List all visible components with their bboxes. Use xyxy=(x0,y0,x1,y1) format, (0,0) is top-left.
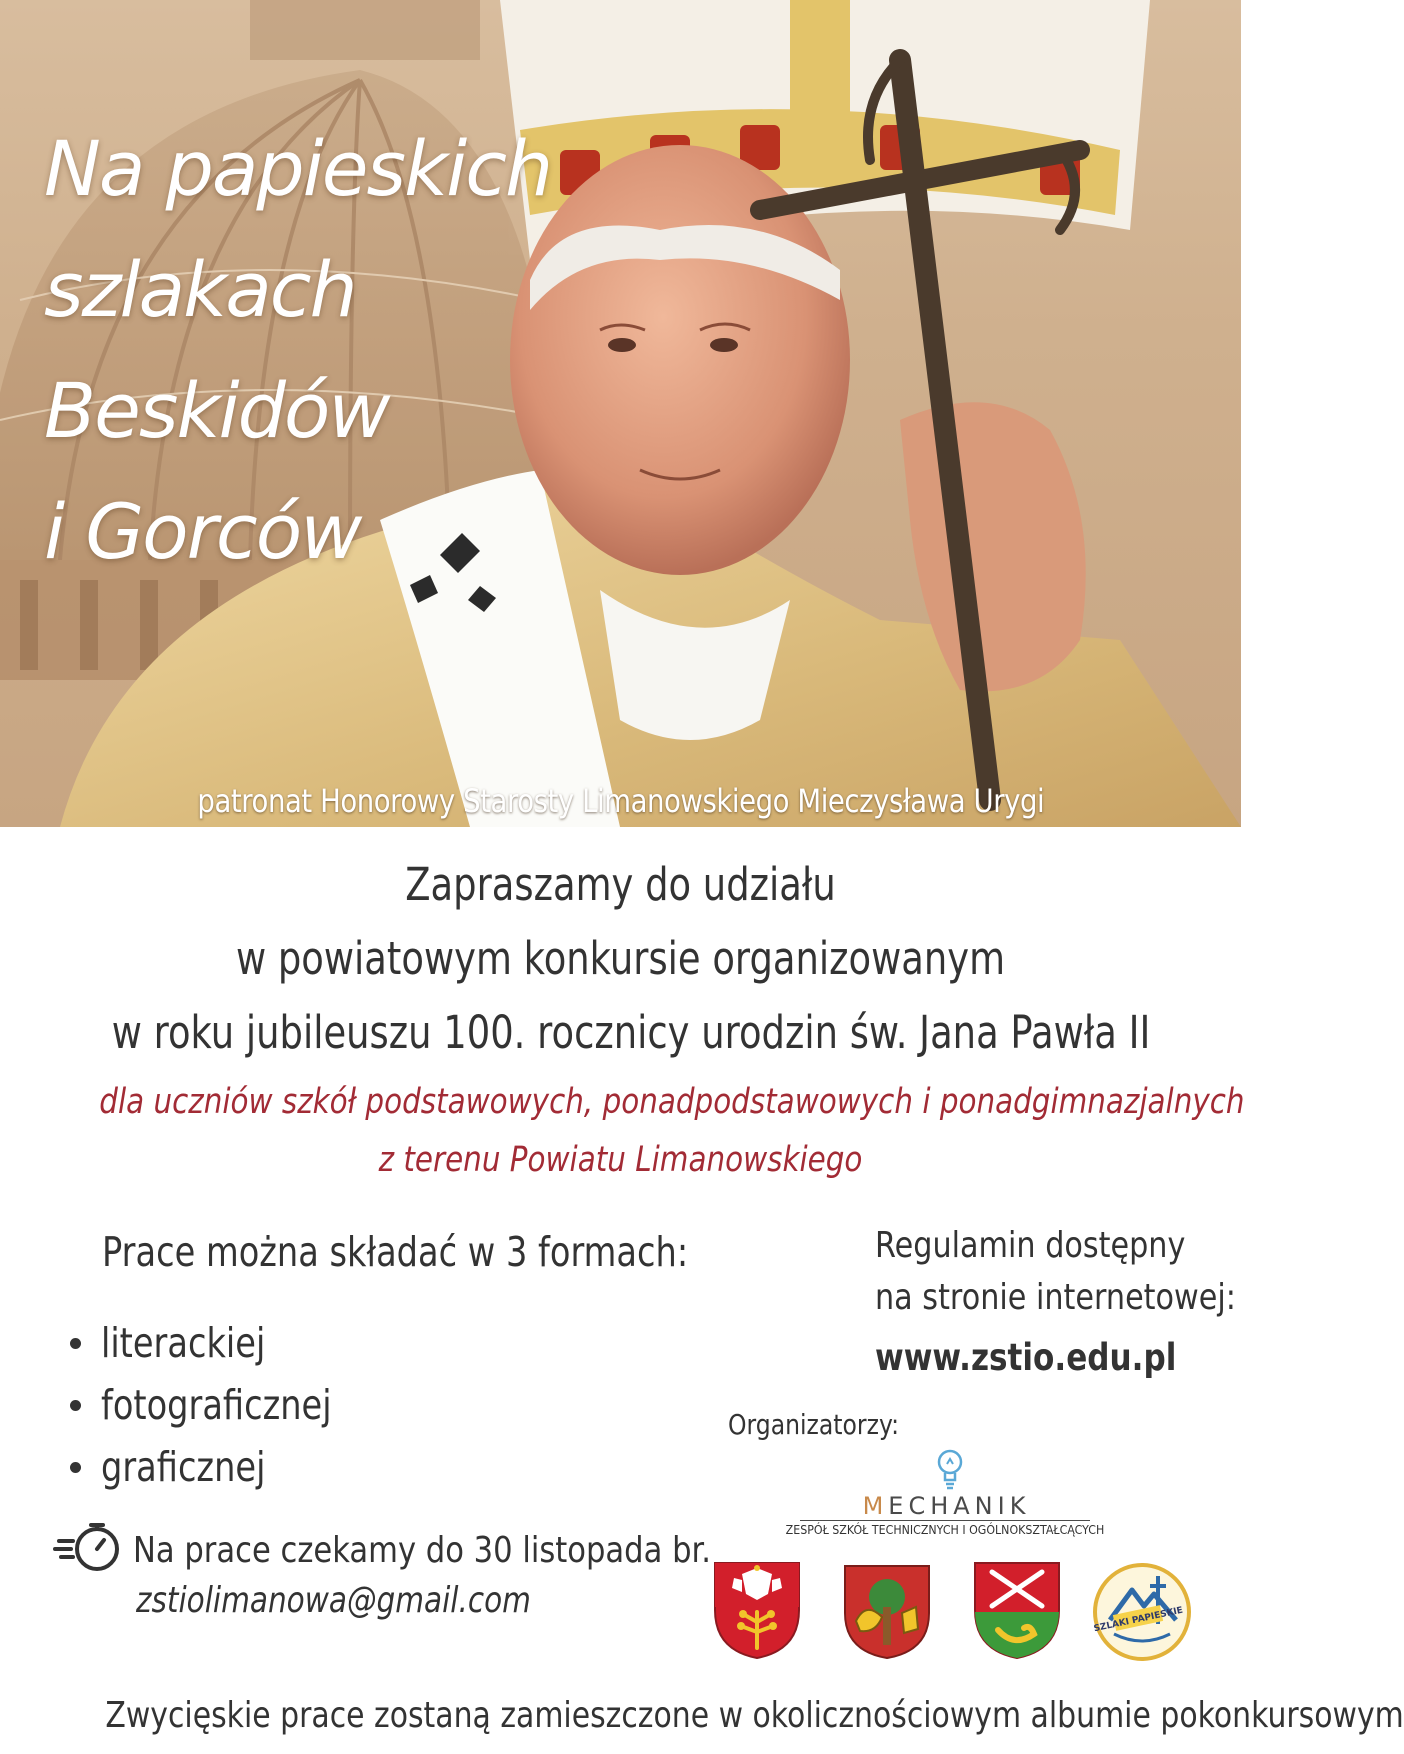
title-line: Na papieskich xyxy=(44,124,552,213)
title-line: szlakach xyxy=(44,245,356,334)
bullet-icon xyxy=(70,1338,81,1349)
contact-email[interactable]: zstiolimanowa@gmail.com xyxy=(136,1580,531,1621)
audience-block xyxy=(0,1073,1245,1189)
forms-list xyxy=(70,1312,382,1498)
footer-note: Zwycięskie prace zostaną zamieszczone w okolicznościowym albumie pokonkursowym xyxy=(105,1695,1404,1736)
school-subtitle: ZESPÓŁ SZKÓŁ TECHNICZNYCH I OGÓLNOKSZTAŁCĄCYCH xyxy=(785,1523,1105,1537)
invitation-line: Zapraszamy do udziału xyxy=(405,858,836,911)
regulations-line: na stronie internetowej: xyxy=(875,1277,1236,1318)
gmina-crest-icon xyxy=(972,1560,1062,1660)
poster-title xyxy=(44,108,551,592)
forms-title: Prace można składać w 3 formach: xyxy=(102,1228,689,1276)
regulations-block xyxy=(875,1220,1305,1384)
audience-line: z terenu Powiatu Limanowskiego xyxy=(378,1140,863,1180)
website-link[interactable]: www.zstio.edu.pl xyxy=(875,1336,1177,1379)
regulations-line: Regulamin dostępny xyxy=(875,1225,1186,1266)
list-item: fotograficznej xyxy=(70,1374,382,1436)
patronage-line: patronat Honorowy Starosty Limanowskiego Mieczysława Urygi xyxy=(197,782,1045,820)
limanowa-city-crest-icon xyxy=(842,1563,932,1661)
bullet-icon xyxy=(70,1462,81,1473)
logo-divider xyxy=(800,1520,1090,1521)
invitation-line: w powiatowym konkursie organizowanym xyxy=(235,932,1006,985)
title-line: Beskidów xyxy=(44,366,389,455)
title-line: i Gorców xyxy=(44,487,361,576)
deadline-text: Na prace czekamy do 30 listopada br. xyxy=(133,1530,711,1571)
invitation-block xyxy=(0,848,1241,1070)
audience-line: dla uczniów szkół podstawowych, ponadpodstawowych i ponadgimnazjalnych xyxy=(99,1082,1245,1122)
lightbulb-icon xyxy=(936,1448,964,1490)
list-item: literackiej xyxy=(70,1312,382,1374)
stopwatch-icon xyxy=(55,1515,125,1575)
organizers-label: Organizatorzy: xyxy=(728,1408,900,1441)
list-item: graficznej xyxy=(70,1436,382,1498)
bullet-icon xyxy=(70,1400,81,1411)
school-logo: MECHANIK xyxy=(862,1492,1031,1520)
fundacja-logo-text: SZLAKI PAPIESKIE xyxy=(1092,1605,1184,1635)
invitation-line: w roku jubileuszu 100. rocznicy urodzin św. Jana Pawła II xyxy=(111,1006,1151,1059)
hero-photo xyxy=(0,0,1241,827)
powiat-limanowski-crest-icon xyxy=(712,1560,802,1660)
szlaki-papieskie-fundacja-logo-icon xyxy=(1092,1562,1192,1662)
